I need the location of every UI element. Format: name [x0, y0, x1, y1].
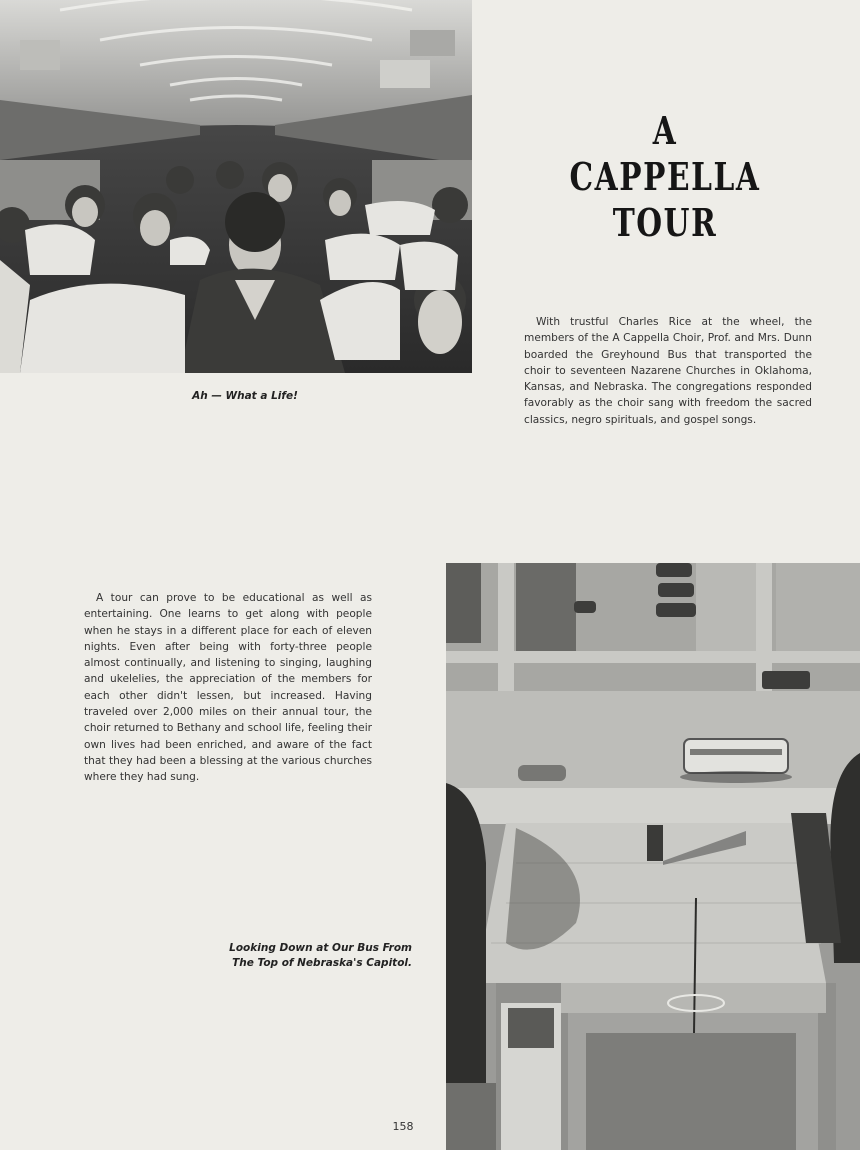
capitol-view-caption — [200, 941, 412, 971]
capitol-caption-line-2: The Top of Nebraska's Capitol. — [232, 957, 412, 969]
title-line-2: TOUR — [612, 200, 718, 245]
bus-interior-photo — [0, 0, 472, 373]
page-number: 158 — [392, 1120, 414, 1133]
bus-interior-caption: Ah — What a Life! — [192, 390, 298, 402]
capitol-aerial-photo — [446, 563, 860, 1150]
tour-intro-paragraph: With trustful Charles Rice at the wheel, the members of the A Cappella Choir, Prof. and Mrs. Dunn boarded the Greyhound Bus that transported the choir to seventeen Nazarene Churches in Oklahoma, Kansas, and Nebraska. The congregations responded favorably as the choir sang with freedom the sacred classics, negro spirituals, and gospel songs. — [524, 316, 812, 426]
capitol-caption-line-1: Looking Down at Our Bus From — [229, 942, 412, 954]
tour-education-paragraph: A tour can prove to be educational as well as entertaining. One learns to get along with people when he stays in a different place for each of eleven nights. Even after being with forty-three people almost continually, and listening to singing, laughing and ukelelies, the appreciation of the members for each other didn't lessen, but increased. Having traveled over 2,000 miles on their annual tour, the choir returned to Bethany and school life, feeling their own lives had been enriched, and aware of the fact that they had been a blessing at the various churches where they had sung. — [84, 592, 372, 784]
page-title — [552, 108, 778, 246]
title-line-1: A CAPPELLA — [569, 108, 761, 199]
